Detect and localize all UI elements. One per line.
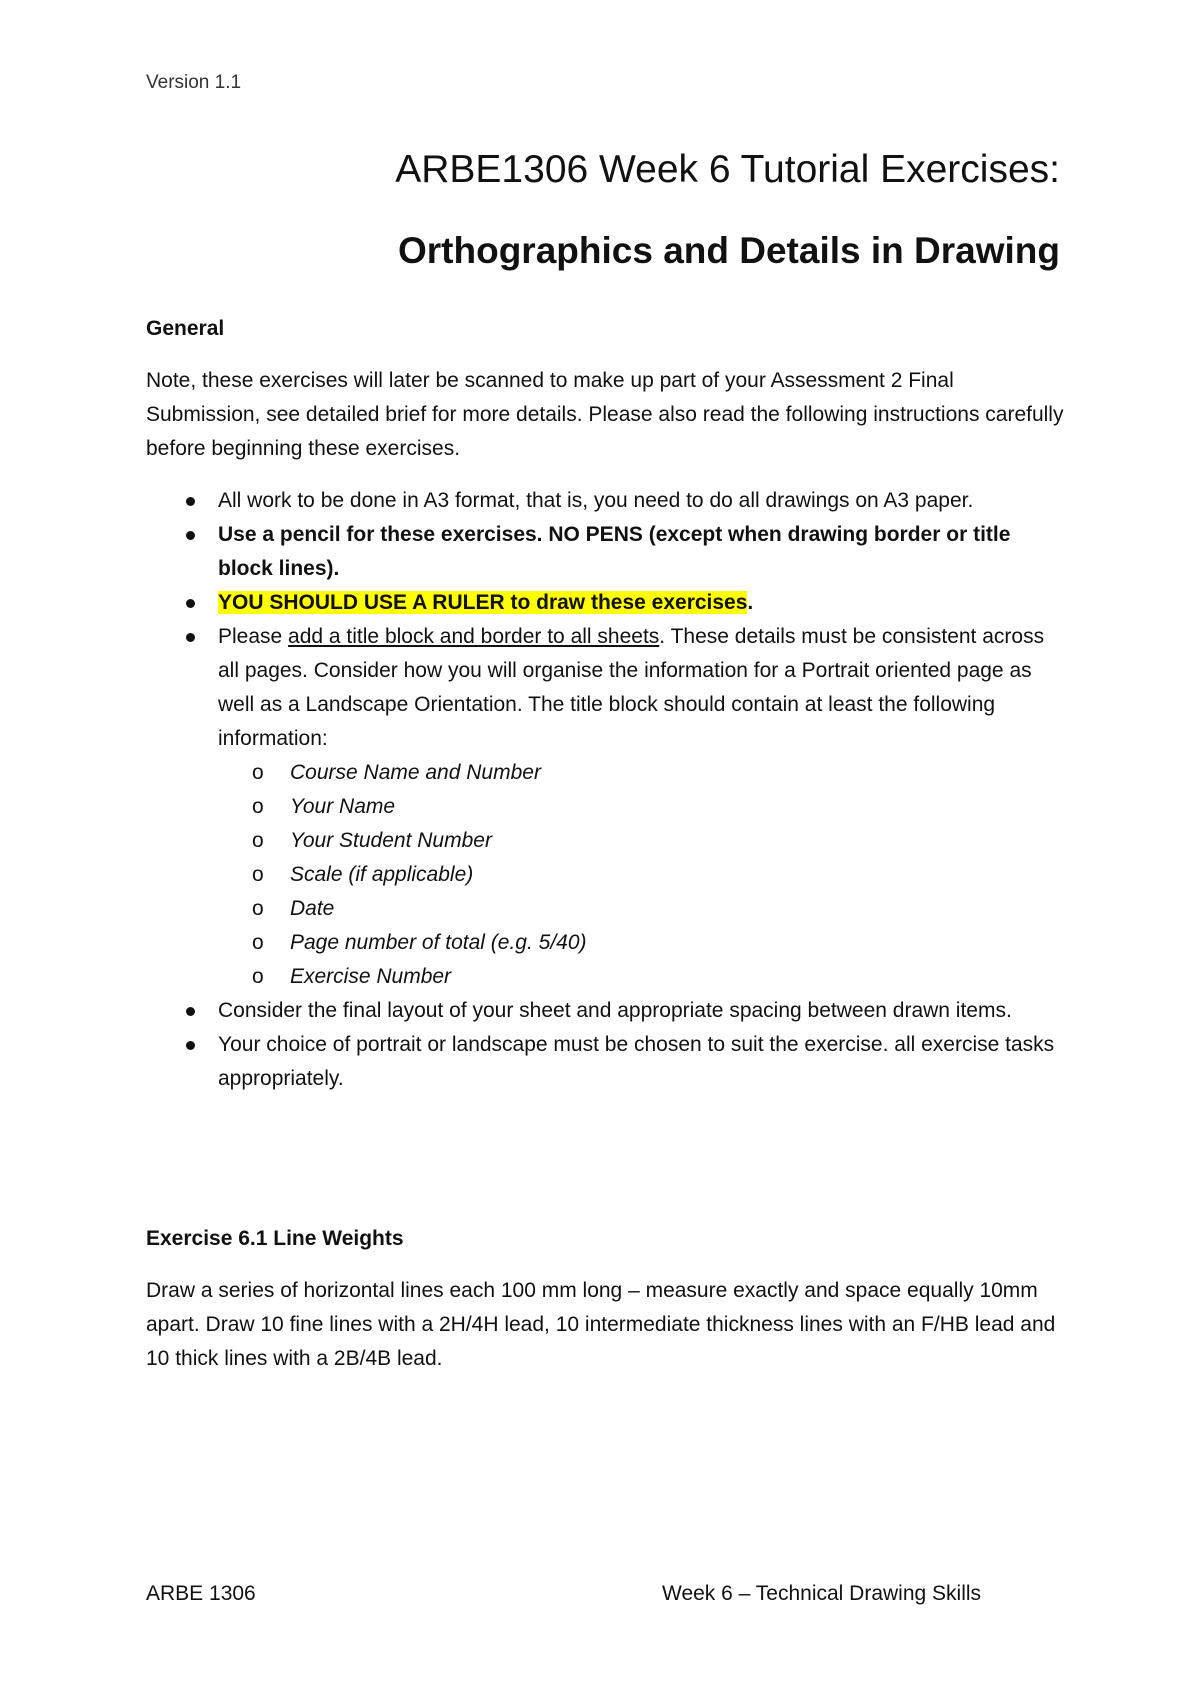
sub-list-item: o Date (218, 892, 1066, 926)
exercise-paragraph: Draw a series of horizontal lines each 100 mm long – measure exactly and space equally 10mm apart. Draw 10 fine lines with a 2H/4H lead, 10 intermediate thickness lines with an F/HB lead and 10 thick lines with a 2B/4B lead. (146, 1279, 1056, 1370)
general-paragraph: Note, these exercises will later be scanned to make up part of your Assessment 2 Final Submission, see detailed brief for more details. Please also read the following instructions carefully before beginning these exercises. (146, 369, 1064, 460)
bullet-text-pre: Please (218, 625, 289, 648)
sub-list-item: o Exercise Number (218, 960, 1066, 994)
instruction-list (146, 484, 1066, 1096)
circle-bullet-icon: o (252, 761, 264, 784)
list-item (146, 586, 1066, 620)
list-item (146, 518, 1066, 586)
footer-course-code: ARBE 1306 (146, 1582, 256, 1605)
underlined-text: add a title block and border to all sheets (288, 625, 660, 648)
bullet-text: All work to be done in A3 format, that is, you need to do all drawings on A3 paper. (218, 489, 974, 512)
bullet-icon (186, 1007, 195, 1016)
sub-list-item: o Your Name (218, 790, 1066, 824)
bullet-text-post: . These details must be consistent across all pages. Consider how you will organise the information for a Portrait oriented page as well as a Landscape Orientation. The title block should contain at least the following information: (218, 625, 1045, 750)
version-label: Version 1.1 (146, 72, 242, 93)
circle-bullet-icon: o (252, 931, 264, 954)
sub-list-item: o Your Student Number (218, 824, 1066, 858)
bullet-icon (186, 1041, 195, 1050)
bullet-icon (186, 531, 195, 540)
bullet-icon (186, 633, 195, 642)
sub-list-item: o Scale (if applicable) (218, 858, 1066, 892)
circle-bullet-icon: o (252, 795, 264, 818)
list-item (146, 1028, 1066, 1096)
bullet-icon (186, 497, 195, 506)
exercise-heading: Exercise 6.1 Line Weights (146, 1227, 404, 1250)
circle-bullet-icon: o (252, 829, 264, 852)
bullet-text: Consider the final layout of your sheet and appropriate spacing between drawn items. (218, 999, 1012, 1022)
bullet-text-end: . (747, 591, 754, 614)
footer-week-title: Week 6 – Technical Drawing Skills (662, 1582, 982, 1605)
general-heading: General (146, 317, 225, 340)
sub-list-item: o Page number of total (e.g. 5/40) (218, 926, 1066, 960)
bullet-text: Use a pencil for these exercises. NO PENS (except when drawing border or title block lines). (218, 523, 1011, 580)
list-item (146, 994, 1066, 1028)
circle-bullet-icon: o (252, 863, 264, 886)
circle-bullet-icon: o (252, 965, 264, 988)
document-title: ARBE1306 Week 6 Tutorial Exercises: (395, 148, 1060, 191)
bullet-icon (186, 599, 195, 608)
section-spacer (146, 1096, 1066, 1222)
highlighted-text: YOU SHOULD USE A RULER to draw these exercises (218, 591, 748, 614)
document-body (146, 312, 1066, 1394)
document-subtitle: Orthographics and Details in Drawing (398, 230, 1060, 271)
title-block-items (218, 756, 1066, 994)
list-item (146, 484, 1066, 518)
bullet-text: Your choice of portrait or landscape must be chosen to suit the exercise. all exercise tasks appropriately. (218, 1033, 1055, 1090)
circle-bullet-icon: o (252, 897, 264, 920)
list-item (146, 620, 1066, 994)
sub-list-item: o Course Name and Number (218, 756, 1066, 790)
